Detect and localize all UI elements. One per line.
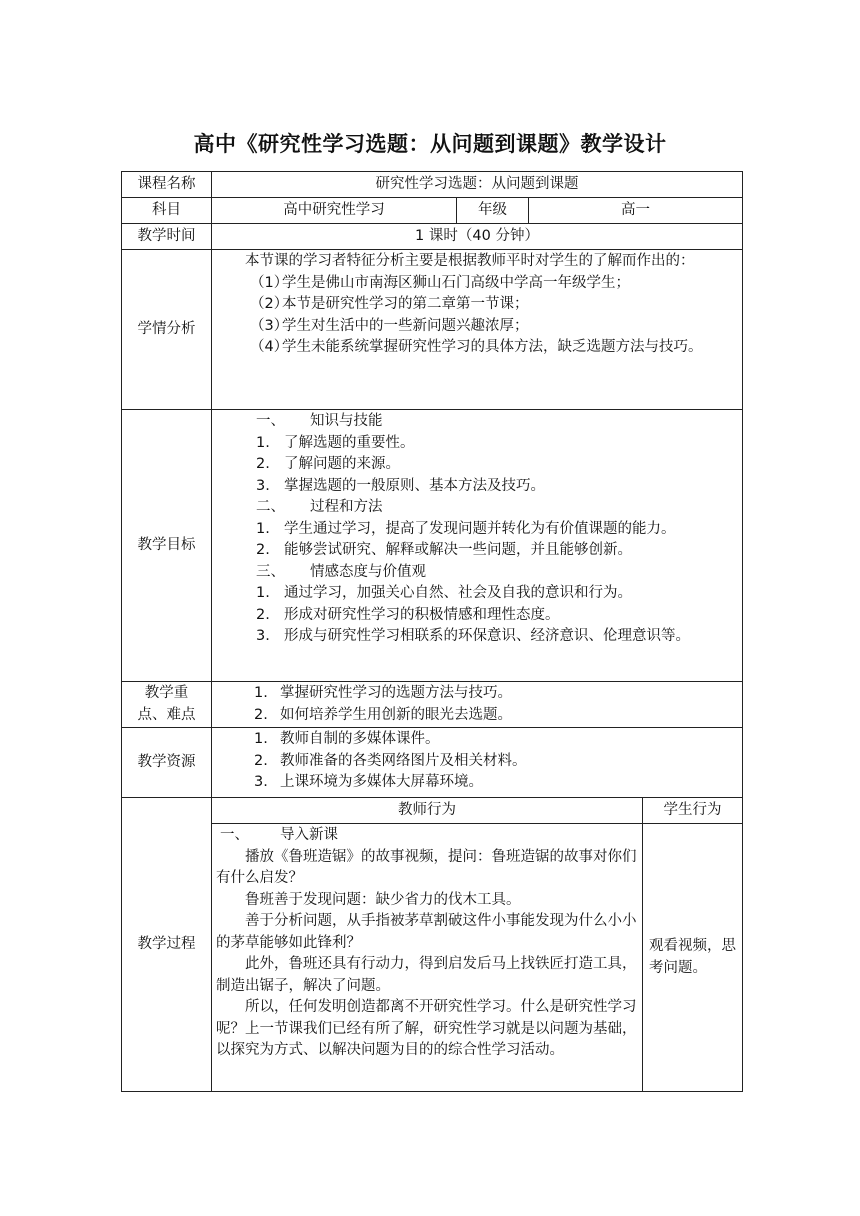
process-paragraph: 此外，鲁班还具有行动力，得到启发后马上找铁匠打造工具，制造出锯子，解决了问题。: [216, 956, 637, 994]
item-text: 形成与研究性学习相联系的环保意识、经济意识、伦理意识等。: [284, 628, 690, 644]
analysis-intro: 本节课的学习者特征分析主要是根据教师平时对学生的了解而作出的：: [245, 253, 695, 269]
item-text: 了解选题的重要性。: [284, 434, 415, 451]
objective-item: [216, 540, 738, 562]
row-subject: [122, 198, 743, 224]
student-header: 学生行为: [643, 798, 743, 824]
item-text: 通过学习，加强关心自然、社会及自我的意识和行为。: [284, 585, 632, 601]
row-analysis: [122, 250, 743, 410]
item-number: （4）: [250, 339, 289, 355]
item-number: （2）: [250, 296, 289, 312]
page-title: 高中《研究性学习选题：从问题到课题》教学设计: [193, 132, 667, 156]
grade-value: 高一: [529, 198, 743, 224]
row-resources: [122, 728, 743, 798]
resource-item: [216, 729, 738, 751]
key-point-item: [216, 683, 738, 705]
objective-item: [216, 519, 738, 541]
item-number: （3）: [250, 317, 289, 334]
item-number: （1）: [250, 274, 289, 291]
subject-label: 科目: [122, 198, 212, 224]
resources-label: 教学资源: [122, 728, 212, 798]
item-text: 学生是佛山市南海区狮山石门高级中学高一年级学生；: [282, 274, 630, 291]
item-number: 2.: [254, 706, 268, 723]
item-number: 1.: [254, 685, 268, 701]
item-text: 学生对生活中的一些新问题兴趣浓厚；: [282, 317, 529, 334]
row-course-name: [122, 172, 743, 198]
process-paragraph: 鲁班善于发现问题：缺少省力的伐木工具。: [245, 891, 521, 908]
course-name-value: 研究性学习选题：从问题到课题: [212, 172, 743, 198]
item-text: 教师准备的各类网络图片及相关材料。: [280, 752, 527, 769]
item-number: 3.: [256, 628, 270, 644]
row-process-content: [122, 824, 743, 1092]
item-number: 2.: [256, 542, 270, 558]
process-section-heading: [216, 825, 638, 847]
analysis-item: [216, 316, 738, 338]
item-text: 掌握选题的一般原则、基本方法及技巧。: [284, 477, 545, 494]
section-number: 一、: [256, 413, 285, 429]
section-title: 情感态度与价值观: [310, 563, 426, 580]
objective-item: [216, 605, 738, 627]
item-number: 2.: [254, 752, 268, 769]
section-number: 三、: [256, 563, 285, 580]
process-label: 教学过程: [122, 798, 212, 1092]
objective-item: [216, 626, 738, 648]
key-point-item: [216, 705, 738, 727]
section-title: 导入新课: [280, 827, 338, 843]
item-text: 形成对研究性学习的积极情感和理性态度。: [284, 606, 560, 623]
time-label: 教学时间: [122, 224, 212, 250]
resources-content: [212, 728, 743, 798]
grade-label: 年级: [457, 198, 529, 224]
item-number: 2.: [256, 606, 270, 623]
row-key-points: [122, 682, 743, 728]
analysis-item: [216, 294, 738, 316]
analysis-item: [216, 337, 738, 359]
subject-value: 高中研究性学习: [212, 198, 457, 224]
item-text: 学生通过学习，提高了发现问题并转化为有价值课题的能力。: [284, 520, 676, 537]
lesson-plan-table: [121, 171, 743, 1092]
row-objectives: [122, 410, 743, 682]
objective-section-heading: [216, 411, 738, 433]
objective-item: [216, 433, 738, 455]
section-number: 一、: [220, 827, 249, 843]
item-number: 1.: [256, 520, 270, 537]
student-action: 观看视频，思考问题。: [643, 824, 743, 1092]
resource-item: [216, 751, 738, 773]
objective-section-heading: [216, 562, 738, 584]
section-title: 知识与技能: [310, 413, 383, 429]
section-number: 二、: [256, 499, 285, 515]
section-title: 过程和方法: [310, 499, 383, 515]
row-process-header: [122, 798, 743, 824]
item-number: 1.: [254, 731, 268, 747]
course-name-label: 课程名称: [122, 172, 212, 198]
objective-item: [216, 583, 738, 605]
teacher-header: 教师行为: [212, 798, 643, 824]
resource-item: [216, 772, 738, 794]
item-text: 学生未能系统掌握研究性学习的具体方法，缺乏选题方法与技巧。: [282, 339, 703, 355]
analysis-label: 学情分析: [122, 250, 212, 410]
item-text: 了解问题的来源。: [284, 456, 400, 472]
process-paragraph: 播放《鲁班造锯》的故事视频，提问：鲁班造锯的故事对你们有什么启发？: [216, 848, 637, 886]
objective-section-heading: [216, 497, 738, 519]
item-number: 2.: [256, 456, 270, 472]
process-paragraph: 善于分析问题，从手指被茅草割破这件小事能发现为什么小小的茅草能够如此锋利？: [216, 913, 637, 951]
item-text: 能够尝试研究、解释或解决一些问题，并且能够创新。: [284, 542, 632, 558]
objective-item: [216, 476, 738, 498]
item-number: 3.: [254, 774, 268, 790]
row-time: [122, 224, 743, 250]
time-value: 1 课时（40 分钟）: [212, 224, 743, 250]
process-paragraph: 所以，任何发明创造都离不开研究性学习。什么是研究性学习呢？上一节课我们已经有所了解，研究性学习就是以问题为基础，以探究为方式、以解决问题为目的的综合性学习活动。: [216, 999, 637, 1058]
objectives-label: 教学目标: [122, 410, 212, 682]
analysis-content: [212, 250, 743, 410]
item-text: 掌握研究性学习的选题方法与技巧。: [280, 685, 512, 701]
analysis-item: [216, 273, 738, 295]
key-points-label: 教学重点、难点: [122, 682, 212, 728]
item-text: 教师自制的多媒体课件。: [280, 731, 440, 747]
item-text: 上课环境为多媒体大屏幕环境。: [280, 774, 483, 790]
item-text: 本节是研究性学习的第二章第一节课；: [282, 296, 529, 312]
item-number: 1.: [256, 585, 270, 601]
item-text: 如何培养学生用创新的眼光去选题。: [280, 706, 512, 723]
objective-item: [216, 454, 738, 476]
teacher-content: [212, 824, 643, 1092]
objectives-content: [212, 410, 743, 682]
item-number: 1.: [256, 434, 270, 451]
item-number: 3.: [256, 477, 270, 494]
key-points-content: [212, 682, 743, 728]
